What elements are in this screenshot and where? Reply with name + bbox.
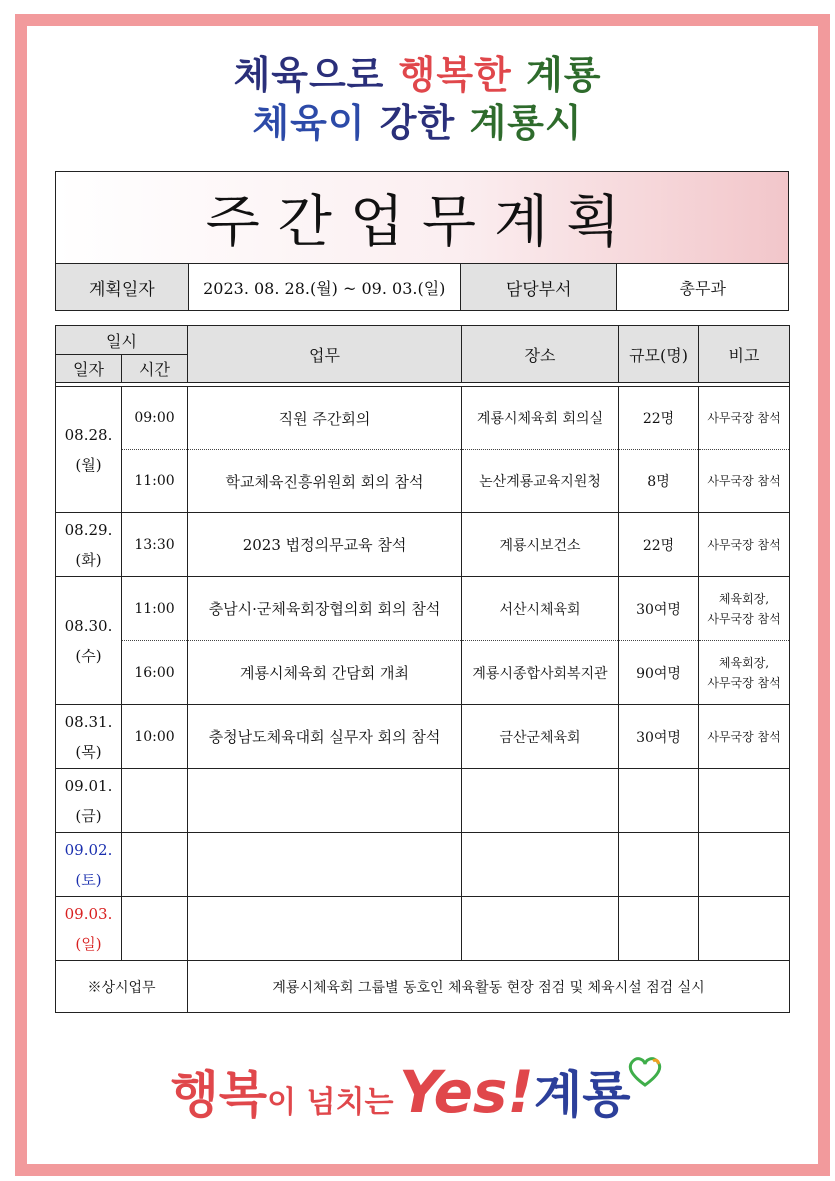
time-cell: 16:00 <box>122 641 188 705</box>
table-row <box>56 577 790 641</box>
date-cell: 08.30. (수) <box>56 577 122 705</box>
table-row <box>56 833 790 897</box>
note-cell: 사무국장 참석 <box>699 387 790 450</box>
slogan-word: 계룡시 <box>469 101 583 145</box>
date-cell: 08.29. (화) <box>56 513 122 577</box>
scale-cell: 22명 <box>619 513 699 577</box>
scale-cell: 8명 <box>619 450 699 513</box>
task-cell: 학교체육진흥위원회 회의 참석 <box>188 450 462 513</box>
table-row <box>56 705 790 769</box>
header-datetime: 일시 <box>56 326 188 355</box>
time-cell: 10:00 <box>122 705 188 769</box>
logo-word: 행복 <box>170 1066 268 1124</box>
note-cell: 사무국장 참석 <box>699 450 790 513</box>
regular-work-text: 계룡시체육회 그룹별 동호인 체육활동 현장 점검 및 체육시설 점검 실시 <box>188 961 790 1013</box>
table-row <box>56 641 790 705</box>
slogan-line-2 <box>0 92 835 147</box>
time-cell: 11:00 <box>122 577 188 641</box>
slogan-line-1 <box>0 44 835 99</box>
place-cell: 계룡시체육회 회의실 <box>462 387 619 450</box>
city-slogan-logo <box>0 1055 835 1127</box>
slogan-word: 강한 <box>379 101 456 145</box>
plan-date-label: 계획일자 <box>56 264 189 310</box>
place-cell: 계룡시종합사회복지관 <box>462 641 619 705</box>
task-cell: 직원 주간회의 <box>188 387 462 450</box>
date-cell: 08.28. (월) <box>56 387 122 513</box>
regular-work-row <box>56 961 790 1013</box>
task-cell: 충청남도체육대회 실무자 회의 참석 <box>188 705 462 769</box>
slogan-word: 계룡 <box>526 53 602 97</box>
table-row <box>56 897 790 961</box>
logo-word: 계룡 <box>533 1066 631 1124</box>
time-cell: 13:30 <box>122 513 188 577</box>
slogan-word: 체육이 <box>252 101 366 145</box>
document-title: 주간업무계획 <box>205 189 639 255</box>
date-cell: 08.31. (목) <box>56 705 122 769</box>
table-row <box>56 513 790 577</box>
dept-value: 총무과 <box>679 278 726 298</box>
document-title-box <box>55 171 789 264</box>
time-cell: 09:00 <box>122 387 188 450</box>
scale-cell: 30여명 <box>619 577 699 641</box>
table-row <box>56 450 790 513</box>
note-cell: 사무국장 참석 <box>699 513 790 577</box>
header-place: 장소 <box>462 326 619 383</box>
header-task: 업무 <box>188 326 462 383</box>
note-cell: 사무국장 참석 <box>699 705 790 769</box>
place-cell: 계룡시보건소 <box>462 513 619 577</box>
dept-label: 담당부서 <box>461 264 618 310</box>
plan-date-value: 2023. 08. 28.(월) ~ 09. 03.(일) <box>189 264 461 310</box>
scale-cell: 22명 <box>619 387 699 450</box>
scale-cell: 30여명 <box>619 705 699 769</box>
header-scale: 규모(명) <box>619 326 699 383</box>
regular-work-label: ※상시업무 <box>56 961 188 1013</box>
header-date: 일자 <box>56 355 122 383</box>
logo-word: Yes! <box>399 1058 534 1126</box>
note-cell: 체육회장, 사무국장 참석 <box>699 577 790 641</box>
time-cell: 11:00 <box>122 450 188 513</box>
date-cell-saturday: 09.02. (토) <box>56 833 122 897</box>
slogan-word: 체육으로 <box>233 53 385 97</box>
schedule-table <box>55 325 790 1013</box>
logo-word: 이 넘치는 <box>267 1085 394 1120</box>
task-cell: 2023 법정의무교육 참석 <box>188 513 462 577</box>
info-row <box>55 264 789 311</box>
table-row <box>56 387 790 450</box>
place-cell: 금산군체육회 <box>462 705 619 769</box>
date-cell: 09.01. (금) <box>56 769 122 833</box>
place-cell: 서산시체육회 <box>462 577 619 641</box>
date-cell-sunday: 09.03. (일) <box>56 897 122 961</box>
table-row <box>56 769 790 833</box>
slogan-word: 행복한 <box>398 53 512 97</box>
scale-cell: 90여명 <box>619 641 699 705</box>
place-cell: 논산계룡교육지원청 <box>462 450 619 513</box>
heart-icon <box>625 1055 665 1093</box>
header-note: 비고 <box>699 326 790 383</box>
note-cell: 체육회장, 사무국장 참석 <box>699 641 790 705</box>
header-time: 시간 <box>122 355 188 383</box>
task-cell: 충남시·군체육회장협의회 회의 참석 <box>188 577 462 641</box>
task-cell: 계룡시체육회 간담회 개최 <box>188 641 462 705</box>
